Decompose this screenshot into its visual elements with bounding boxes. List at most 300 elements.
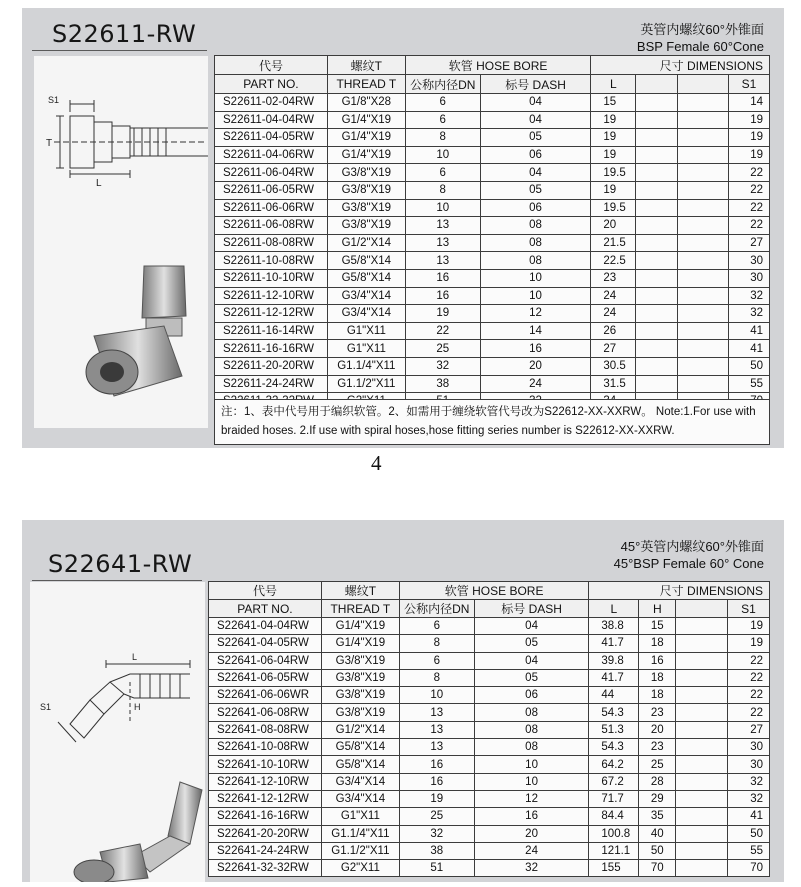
cell-thread: G3/8"X19 bbox=[327, 199, 405, 217]
series-title-en: 45°BSP Female 60° Cone bbox=[613, 556, 764, 571]
cell-dn: 8 bbox=[399, 635, 474, 652]
cell-blank bbox=[678, 252, 729, 270]
header-code-en: PART NO. bbox=[209, 600, 322, 618]
cell-dn: 25 bbox=[405, 340, 480, 358]
table-row bbox=[215, 94, 770, 112]
cell-part-no: S22641-12-10RW bbox=[209, 773, 322, 790]
cell-part-no: S22641-04-04RW bbox=[209, 618, 322, 635]
cell-dn: 13 bbox=[399, 739, 474, 756]
table-row bbox=[209, 635, 770, 652]
cell-blank bbox=[676, 825, 728, 842]
cell-part-no: S22611-16-14RW bbox=[215, 322, 328, 340]
table-row bbox=[209, 842, 770, 859]
table-row bbox=[209, 618, 770, 635]
cell-h: 28 bbox=[639, 773, 676, 790]
series-title bbox=[637, 21, 764, 55]
cell-dn: 51 bbox=[399, 860, 474, 877]
series-code: S22611-RW bbox=[52, 20, 197, 48]
cell-dash: 04 bbox=[480, 164, 591, 182]
cell-dash: 10 bbox=[480, 269, 591, 287]
cell-part-no: S22611-12-10RW bbox=[215, 287, 328, 305]
cell-h: 23 bbox=[639, 739, 676, 756]
catalog-panel-s22641 bbox=[22, 520, 784, 882]
cell-dn: 10 bbox=[405, 199, 480, 217]
table-row bbox=[209, 669, 770, 686]
cell-part-no: S22611-04-04RW bbox=[215, 111, 328, 129]
cell-l: 19 bbox=[591, 146, 636, 164]
cell-blank bbox=[636, 340, 678, 358]
fitting-photo bbox=[74, 782, 202, 882]
cell-blank bbox=[636, 357, 678, 375]
cell-h: 18 bbox=[639, 669, 676, 686]
cell-l: 26 bbox=[591, 322, 636, 340]
cell-dn: 32 bbox=[405, 357, 480, 375]
header-dimensions: 尺寸 DIMENSIONS bbox=[589, 582, 770, 600]
cell-part-no: S22641-06-06WR bbox=[209, 687, 322, 704]
cell-part-no: S22611-04-05RW bbox=[215, 129, 328, 147]
table-row bbox=[215, 269, 770, 287]
cell-dash: 06 bbox=[480, 146, 591, 164]
cell-blank bbox=[678, 357, 729, 375]
drawing-label-l: L bbox=[132, 652, 138, 662]
cell-dash: 20 bbox=[474, 825, 589, 842]
cell-blank bbox=[676, 652, 728, 669]
cell-s1: 19 bbox=[729, 129, 770, 147]
cell-h: 50 bbox=[639, 842, 676, 859]
cell-thread: G1/8"X28 bbox=[327, 94, 405, 112]
cell-l: 84.4 bbox=[589, 808, 639, 825]
cell-dn: 16 bbox=[399, 773, 474, 790]
table-row bbox=[215, 357, 770, 375]
cell-blank bbox=[636, 322, 678, 340]
cell-s1: 22 bbox=[728, 704, 770, 721]
cell-part-no: S22641-10-10RW bbox=[209, 756, 322, 773]
cell-thread: G1/2"X14 bbox=[327, 234, 405, 252]
spec-table bbox=[208, 581, 770, 877]
cell-dn: 13 bbox=[399, 721, 474, 738]
cell-thread: G1"X11 bbox=[327, 340, 405, 358]
series-title-cn: 英管内螺纹60°外锥面 bbox=[640, 22, 764, 37]
cell-part-no: S22641-10-08RW bbox=[209, 739, 322, 756]
table-row bbox=[209, 704, 770, 721]
cell-l: 24 bbox=[591, 305, 636, 323]
cell-blank bbox=[636, 129, 678, 147]
cell-l: 121.1 bbox=[589, 842, 639, 859]
spec-table-body bbox=[215, 56, 770, 411]
cell-thread: G1/4"X19 bbox=[321, 618, 399, 635]
cell-blank bbox=[678, 375, 729, 393]
cell-l: 51.3 bbox=[589, 721, 639, 738]
cell-dn: 19 bbox=[399, 790, 474, 807]
cell-blank bbox=[676, 687, 728, 704]
cell-part-no: S22641-06-05RW bbox=[209, 669, 322, 686]
header-row bbox=[209, 582, 770, 600]
cell-s1: 22 bbox=[729, 217, 770, 235]
cell-h: 23 bbox=[639, 704, 676, 721]
cell-dn: 16 bbox=[405, 269, 480, 287]
header-thread-en: THREAD T bbox=[327, 75, 405, 94]
table-row bbox=[215, 129, 770, 147]
cell-blank bbox=[636, 217, 678, 235]
product-illustration bbox=[30, 582, 205, 882]
cell-blank bbox=[678, 322, 729, 340]
cell-thread: G3/8"X19 bbox=[327, 217, 405, 235]
cell-s1: 22 bbox=[729, 181, 770, 199]
cell-thread: G1/4"X19 bbox=[327, 146, 405, 164]
footnote-line-1: 注：1、表中代号用于编织软管。2、如需用于缠绕软管代号改为S22612-XX-XXRW。 Note:1.For use with bbox=[221, 406, 756, 418]
cell-l: 54.3 bbox=[589, 704, 639, 721]
cell-blank bbox=[676, 842, 728, 859]
cell-h: 70 bbox=[639, 860, 676, 877]
cell-s1: 19 bbox=[729, 146, 770, 164]
table-row bbox=[215, 287, 770, 305]
table-row bbox=[215, 322, 770, 340]
cell-blank bbox=[676, 618, 728, 635]
cell-dash: 14 bbox=[480, 322, 591, 340]
cell-l: 44 bbox=[589, 687, 639, 704]
cell-l: 19 bbox=[591, 129, 636, 147]
cell-s1: 22 bbox=[729, 164, 770, 182]
product-illustration bbox=[34, 56, 208, 428]
series-code: S22641-RW bbox=[48, 550, 193, 578]
cell-part-no: S22641-06-04RW bbox=[209, 652, 322, 669]
cell-s1: 19 bbox=[729, 111, 770, 129]
cell-blank bbox=[678, 164, 729, 182]
drawing-label-h: H bbox=[134, 702, 141, 712]
series-title-cn: 45°英管内螺纹60°外锥面 bbox=[620, 539, 764, 554]
cell-dash: 05 bbox=[474, 635, 589, 652]
header-row bbox=[215, 56, 770, 75]
header-s1: S1 bbox=[728, 600, 770, 618]
cell-s1: 32 bbox=[728, 790, 770, 807]
drawing-label-s1: S1 bbox=[48, 95, 60, 105]
cell-dash: 08 bbox=[474, 721, 589, 738]
header-hose-bore: 软管 HOSE BORE bbox=[399, 582, 589, 600]
page-number: 4 bbox=[371, 451, 382, 475]
header-l: L bbox=[591, 75, 636, 94]
cell-s1: 55 bbox=[728, 842, 770, 859]
cell-thread: G1/4"X19 bbox=[327, 129, 405, 147]
cell-dn: 13 bbox=[399, 704, 474, 721]
cell-thread: G5/8"X14 bbox=[321, 739, 399, 756]
cell-blank bbox=[678, 269, 729, 287]
footnote-line-2: braided hoses. 2.If use with spiral hoses,hose fitting series number is S22612-XX-XXRW. bbox=[221, 425, 675, 437]
cell-l: 38.8 bbox=[589, 618, 639, 635]
cell-h: 18 bbox=[639, 635, 676, 652]
table-row bbox=[209, 825, 770, 842]
cell-blank bbox=[636, 375, 678, 393]
cell-s1: 22 bbox=[728, 687, 770, 704]
cell-thread: G3/8"X19 bbox=[321, 669, 399, 686]
cell-dn: 13 bbox=[405, 217, 480, 235]
cell-blank bbox=[678, 199, 729, 217]
cell-s1: 22 bbox=[728, 669, 770, 686]
cell-dash: 16 bbox=[480, 340, 591, 358]
header-thread-cn: 螺纹T bbox=[321, 582, 399, 600]
cell-h: 16 bbox=[639, 652, 676, 669]
cell-dash: 08 bbox=[474, 739, 589, 756]
cell-thread: G1/4"X19 bbox=[321, 635, 399, 652]
cell-blank bbox=[636, 111, 678, 129]
cell-part-no: S22611-06-05RW bbox=[215, 181, 328, 199]
cell-s1: 50 bbox=[728, 825, 770, 842]
table-row bbox=[209, 721, 770, 738]
cell-s1: 27 bbox=[729, 234, 770, 252]
cell-thread: G1.1/4"X11 bbox=[327, 357, 405, 375]
header-row bbox=[209, 600, 770, 618]
cell-h: 29 bbox=[639, 790, 676, 807]
table-row bbox=[209, 860, 770, 877]
cell-thread: G1"X11 bbox=[321, 808, 399, 825]
header-h: H bbox=[639, 600, 676, 618]
cell-part-no: S22641-06-08RW bbox=[209, 704, 322, 721]
cell-part-no: S22611-02-04RW bbox=[215, 94, 328, 112]
cell-l: 100.8 bbox=[589, 825, 639, 842]
cell-thread: G3/8"X19 bbox=[321, 652, 399, 669]
cell-blank bbox=[678, 111, 729, 129]
cell-s1: 19 bbox=[728, 635, 770, 652]
cell-dn: 22 bbox=[405, 322, 480, 340]
header-dn: 公称内径DN bbox=[399, 600, 474, 618]
cell-dash: 10 bbox=[474, 756, 589, 773]
cell-dn: 19 bbox=[405, 305, 480, 323]
cell-thread: G1.1/2"X11 bbox=[327, 375, 405, 393]
table-row bbox=[209, 808, 770, 825]
cell-blank bbox=[676, 669, 728, 686]
cell-dn: 6 bbox=[405, 164, 480, 182]
cell-s1: 32 bbox=[729, 305, 770, 323]
cell-l: 19 bbox=[591, 111, 636, 129]
cell-dn: 10 bbox=[405, 146, 480, 164]
cell-l: 155 bbox=[589, 860, 639, 877]
cell-l: 41.7 bbox=[589, 669, 639, 686]
cell-dn: 32 bbox=[399, 825, 474, 842]
cell-dash: 04 bbox=[474, 618, 589, 635]
header-code-cn: 代号 bbox=[209, 582, 322, 600]
cell-blank bbox=[678, 340, 729, 358]
cell-s1: 41 bbox=[729, 340, 770, 358]
cell-blank bbox=[636, 269, 678, 287]
cell-thread: G1/4"X19 bbox=[327, 111, 405, 129]
cell-blank bbox=[636, 252, 678, 270]
cell-thread: G1"X11 bbox=[327, 322, 405, 340]
header-hose-bore: 软管 HOSE BORE bbox=[405, 56, 591, 75]
cell-blank bbox=[676, 721, 728, 738]
cell-thread: G3/8"X19 bbox=[327, 164, 405, 182]
cell-blank bbox=[676, 773, 728, 790]
cell-part-no: S22641-04-05RW bbox=[209, 635, 322, 652]
series-title bbox=[614, 538, 764, 572]
header-dimensions: 尺寸 DIMENSIONS bbox=[591, 56, 770, 75]
cell-thread: G1.1/2"X11 bbox=[321, 842, 399, 859]
cell-s1: 32 bbox=[729, 287, 770, 305]
cell-dn: 6 bbox=[399, 652, 474, 669]
cell-dash: 08 bbox=[480, 252, 591, 270]
table-row bbox=[215, 111, 770, 129]
title-underline bbox=[32, 50, 207, 51]
table-row bbox=[215, 252, 770, 270]
cell-blank bbox=[678, 305, 729, 323]
cell-l: 19 bbox=[591, 181, 636, 199]
cell-dash: 24 bbox=[480, 375, 591, 393]
cell-l: 71.7 bbox=[589, 790, 639, 807]
cell-dash: 24 bbox=[474, 842, 589, 859]
cell-dash: 20 bbox=[480, 357, 591, 375]
cell-thread: G3/8"X19 bbox=[321, 687, 399, 704]
fitting-drawing bbox=[34, 56, 208, 428]
cell-blank bbox=[678, 146, 729, 164]
cell-dash: 05 bbox=[480, 129, 591, 147]
cell-l: 15 bbox=[591, 94, 636, 112]
table-row bbox=[209, 790, 770, 807]
cell-thread: G1/2"X14 bbox=[321, 721, 399, 738]
cell-blank bbox=[676, 704, 728, 721]
table-row bbox=[215, 146, 770, 164]
cell-part-no: S22611-20-20RW bbox=[215, 357, 328, 375]
cell-thread: G5/8"X14 bbox=[327, 269, 405, 287]
cell-part-no: S22611-06-08RW bbox=[215, 217, 328, 235]
cell-dash: 06 bbox=[474, 687, 589, 704]
cell-h: 18 bbox=[639, 687, 676, 704]
table-row bbox=[215, 375, 770, 393]
cell-l: 19.5 bbox=[591, 164, 636, 182]
cell-s1: 50 bbox=[729, 357, 770, 375]
cell-l: 31.5 bbox=[591, 375, 636, 393]
cell-dn: 13 bbox=[405, 234, 480, 252]
cell-thread: G3/4"X14 bbox=[321, 773, 399, 790]
cell-part-no: S22641-24-24RW bbox=[209, 842, 322, 859]
table-row bbox=[215, 199, 770, 217]
cell-l: 30.5 bbox=[591, 357, 636, 375]
header-code-en: PART NO. bbox=[215, 75, 328, 94]
fitting-photo bbox=[86, 266, 186, 396]
cell-blank bbox=[636, 146, 678, 164]
cell-blank bbox=[678, 129, 729, 147]
cell-blank bbox=[678, 181, 729, 199]
cell-blank bbox=[676, 808, 728, 825]
cell-h: 15 bbox=[639, 618, 676, 635]
spec-table bbox=[214, 55, 770, 411]
cell-dn: 8 bbox=[405, 181, 480, 199]
cell-dash: 08 bbox=[480, 217, 591, 235]
cell-dn: 13 bbox=[405, 252, 480, 270]
table-row bbox=[209, 739, 770, 756]
cell-thread: G2"X11 bbox=[321, 860, 399, 877]
header-thread-cn: 螺纹T bbox=[327, 56, 405, 75]
cell-blank bbox=[636, 287, 678, 305]
cell-s1: 27 bbox=[728, 721, 770, 738]
cell-blank bbox=[678, 217, 729, 235]
table-row bbox=[209, 773, 770, 790]
table-row bbox=[215, 217, 770, 235]
cell-l: 23 bbox=[591, 269, 636, 287]
cell-part-no: S22611-04-06RW bbox=[215, 146, 328, 164]
catalog-panel-s22611 bbox=[22, 8, 784, 448]
header-dash: 标号 DASH bbox=[480, 75, 591, 94]
cell-dn: 25 bbox=[399, 808, 474, 825]
cell-dash: 08 bbox=[480, 234, 591, 252]
cell-blank bbox=[676, 790, 728, 807]
cell-blank bbox=[676, 635, 728, 652]
cell-dash: 10 bbox=[480, 287, 591, 305]
cell-blank bbox=[636, 94, 678, 112]
cell-dash: 32 bbox=[474, 860, 589, 877]
table-row bbox=[209, 756, 770, 773]
cell-part-no: S22611-06-06RW bbox=[215, 199, 328, 217]
cell-dn: 38 bbox=[405, 375, 480, 393]
cell-h: 40 bbox=[639, 825, 676, 842]
table-row bbox=[215, 234, 770, 252]
cell-s1: 41 bbox=[729, 322, 770, 340]
cell-dash: 06 bbox=[480, 199, 591, 217]
cell-l: 21.5 bbox=[591, 234, 636, 252]
cell-h: 20 bbox=[639, 721, 676, 738]
cell-dash: 04 bbox=[480, 111, 591, 129]
cell-part-no: S22641-12-12RW bbox=[209, 790, 322, 807]
cell-blank bbox=[676, 756, 728, 773]
spec-table-body bbox=[209, 582, 770, 877]
cell-thread: G5/8"X14 bbox=[327, 252, 405, 270]
header-blank bbox=[678, 75, 729, 94]
cell-l: 41.7 bbox=[589, 635, 639, 652]
cell-s1: 32 bbox=[728, 773, 770, 790]
cell-part-no: S22641-20-20RW bbox=[209, 825, 322, 842]
header-blank bbox=[636, 75, 678, 94]
cell-s1: 30 bbox=[729, 269, 770, 287]
fitting-drawing bbox=[30, 582, 205, 882]
cell-s1: 30 bbox=[728, 739, 770, 756]
cell-blank bbox=[678, 94, 729, 112]
cell-dash: 04 bbox=[474, 652, 589, 669]
cell-l: 67.2 bbox=[589, 773, 639, 790]
cell-blank bbox=[636, 164, 678, 182]
cell-blank bbox=[678, 287, 729, 305]
cell-l: 27 bbox=[591, 340, 636, 358]
table-row bbox=[215, 305, 770, 323]
title-underline bbox=[32, 580, 202, 581]
cell-part-no: S22611-06-04RW bbox=[215, 164, 328, 182]
cell-dash: 16 bbox=[474, 808, 589, 825]
cell-part-no: S22611-24-24RW bbox=[215, 375, 328, 393]
cell-thread: G3/4"X14 bbox=[327, 305, 405, 323]
table-row bbox=[215, 340, 770, 358]
cell-s1: 14 bbox=[729, 94, 770, 112]
cell-thread: G3/8"X19 bbox=[321, 704, 399, 721]
cell-dash: 05 bbox=[480, 181, 591, 199]
cell-thread: G3/8"X19 bbox=[327, 181, 405, 199]
cell-s1: 22 bbox=[729, 199, 770, 217]
cell-blank bbox=[678, 234, 729, 252]
cell-s1: 41 bbox=[728, 808, 770, 825]
cell-dn: 6 bbox=[405, 94, 480, 112]
header-dash: 标号 DASH bbox=[474, 600, 589, 618]
cell-blank bbox=[636, 181, 678, 199]
cell-thread: G3/4"X14 bbox=[321, 790, 399, 807]
cell-thread: G1.1/4"X11 bbox=[321, 825, 399, 842]
drawing-label-s1: S1 bbox=[40, 702, 52, 712]
cell-part-no: S22611-10-08RW bbox=[215, 252, 328, 270]
cell-dn: 6 bbox=[405, 111, 480, 129]
header-l: L bbox=[589, 600, 639, 618]
header-blank bbox=[676, 600, 728, 618]
table-row bbox=[215, 181, 770, 199]
cell-l: 22.5 bbox=[591, 252, 636, 270]
table-row bbox=[215, 164, 770, 182]
cell-dn: 16 bbox=[399, 756, 474, 773]
cell-dn: 16 bbox=[405, 287, 480, 305]
cell-s1: 70 bbox=[728, 860, 770, 877]
cell-blank bbox=[676, 860, 728, 877]
